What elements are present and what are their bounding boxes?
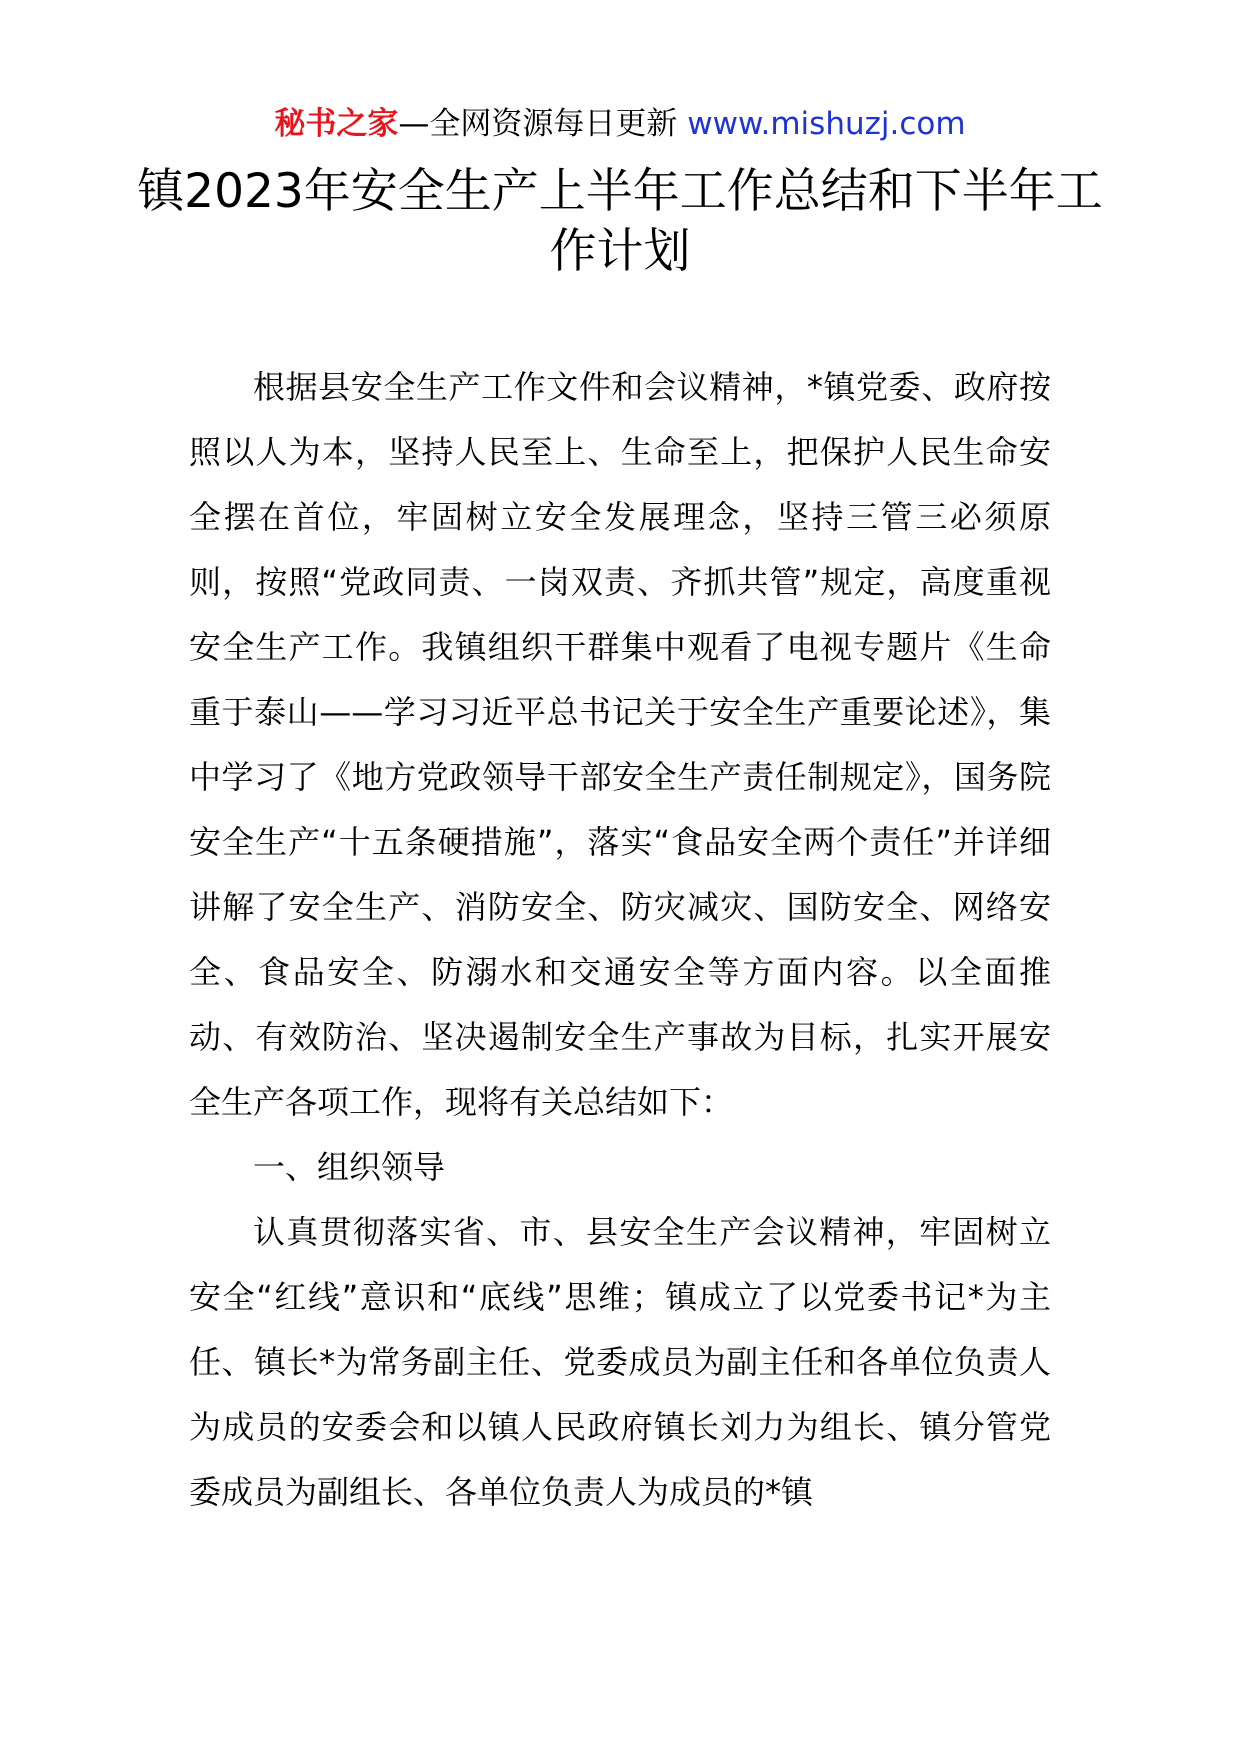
- brand-name: 秘书之家: [274, 106, 399, 142]
- site-banner: [0, 104, 1240, 144]
- site-url-link[interactable]: www.mishuzj.com: [687, 106, 966, 142]
- section-heading-organization: 一、组织领导: [253, 1148, 446, 1186]
- document-title: 镇2023年安全生产上半年工作总结和下半年工作计划: [137, 164, 1103, 279]
- brand-slogan: —全网资源每日更新: [398, 106, 678, 142]
- intro-paragraph: 根据县安全生产工作文件和会议精神，*镇党委、政府按照以人为本，坚持人民至上、生命至上，把保护人民生命安全摆在首位，牢固树立安全发展理念，坚持三管三必须原则，按照“党政同责、一岗双责、齐抓共管”规定，高度重视安全生产工作。我镇组织干群集中观看了电视专题片《生命重于泰山——学习习近平总书记关于安全生产重要论述》，集中学习了《地方党政领导干部安全生产责任制规定》，国务院安全生产“十五条硬措施”，落实“食品安全两个责任”并详细讲解了安全生产、消防安全、防灾减灾、国防安全、网络安全、食品安全、防溺水和交通安全等方面内容。以全面推动、有效防治、坚决遏制安全生产事故为目标，扎实开展安全生产各项工作，现将有关总结如下：: [189, 368, 1051, 1121]
- document-body: [189, 355, 1051, 1525]
- organization-paragraph: 认真贯彻落实省、市、县安全生产会议精神，牢固树立安全“红线”意识和“底线”思维；镇成立了以党委书记*为主任、镇长*为常务副主任、党委成员为副主任和各单位负责人为成员的安委会和以镇人民政府镇长刘力为组长、镇分管党委成员为副组长、各单位负责人为成员的*镇: [189, 1213, 1051, 1511]
